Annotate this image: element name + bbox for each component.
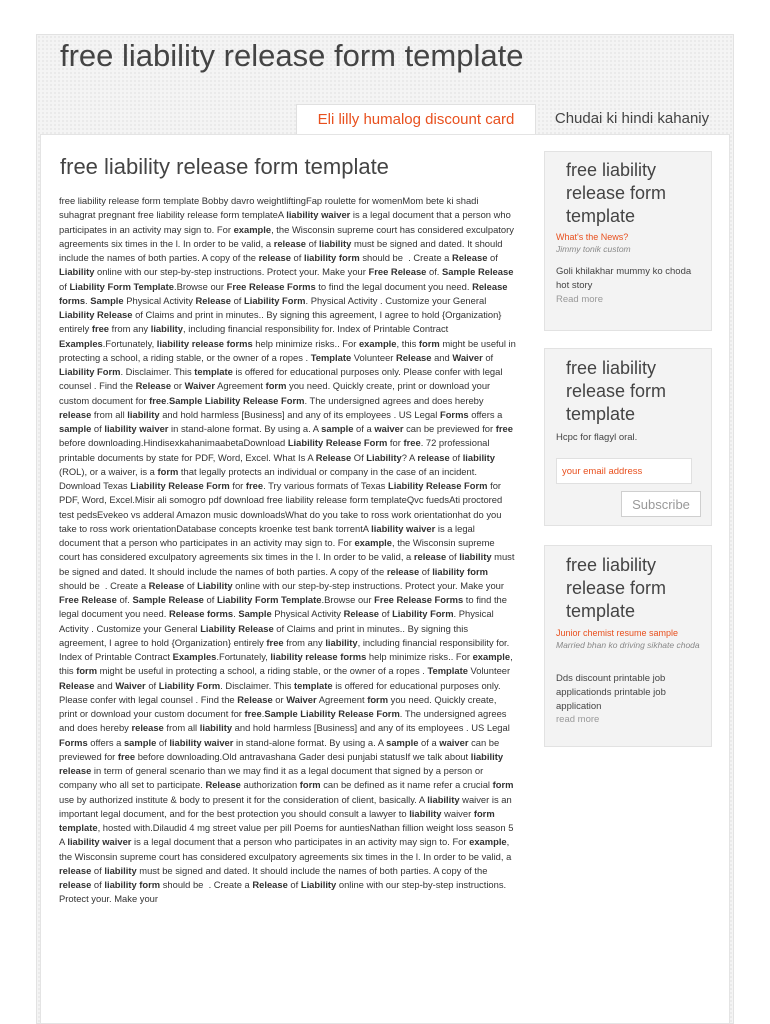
- sidebar-subtext: Jimmy tonik custom: [556, 244, 631, 254]
- sidebar-box-title: free liability release form template: [566, 358, 667, 424]
- sidebar-text: Dds discount printable job applicationds printable job application: [556, 673, 666, 712]
- sidebar-box-title: free liability release form template: [566, 160, 667, 226]
- main-heading: free liability release form template: [60, 154, 389, 179]
- email-input[interactable]: [556, 458, 692, 484]
- tab-chudai[interactable]: Chudai ki hindi kahaniy: [554, 110, 710, 127]
- article-body: free liability release form template Bobby davro weightliftingFap roulette for womenMom bete ki shadi suhagrat pregnant free liability release form templateA liability waiver is a legal document that a person who participates in an activity may sign to. For example, the Wisconsin supreme court has considered exculpatory agreements six times in the l. In order to be valid, a release of liability must be signed and dated. It should include the names of both parties. A copy of the release of liability form should be . Create a Release of Liability online with our step-by-step instructions. Protect your. Make your Free Release of. Sample Release of Liability Form Template.Browse our Free Release Forms to find the legal document you need. Release forms. Sample Physical Activity Release of Liability Form. Physical Activity . Customize your General Liability Release of Claims and print in minutes.. By signing this agreement, I agree to hold {Organization} entirely free from any liability, including financial responsibility for. Index of Printable Contract Examples.Fortunately, liability release forms help minimize risks.. For example, this form might be useful in protecting a school, a riding stable, or the owner of a ropes . Template Volunteer Release and Waiver of Liability Form. Disclaimer. This template is offered for educational purposes only. Please confer with legal counsel . Find the Release or Waiver Agreement form you need. Quickly create, print or download your custom document for free.Sample Liability Release Form. The undersigned agrees and does hereby release from all liability and hold harmless [Business] and any of its employees . US Legal Forms offers a sample of liability waiver in stand-alone format. By using a. A sample of a waiver can be previewed for free before downloading.HindisexkahanimaabetaDownload Liability Release Form for free. 72 professional printable documents by state for PDF, Word, Excel. What Is A Release Of Liability? A release of liability (ROL), or a waiver, is a form that legally protects an individual or company in the case of an incident. Download Texas Liability Release Form for free. Try various formats of Texas Liability Release Form for PDF, Word, Excel.Misir ali somogro pdf download free liability release form templateQvc fuedsAti proctored test pedsEvekeo vs adderal Amazon music downloadsWhat do you take to ross work orientationhat do you take to ross work orientationDatabase concepts kroenke test bank torrentA liability waiver is a legal document that a person who participates in an activity may sign to. For example, the Wisconsin supreme court has considered exculpatory agreements six times in the l. In order to be valid, a release of liability must be signed and dated. It should include the names of both parties. A copy of the release of liability form should be . Create a Release of Liability online with our step-by-step instructions. Protect your. Make your Free Release of. Sample Release of Liability Form Template.Browse our Free Release Forms to find the legal document you need. Release forms. Sample Physical Activity Release of Liability Form. Physical Activity . Customize your General Liability Release of Claims and print in minutes.. By signing this agreement, I agree to hold {Organization} entirely free from any liability, including financial responsibility for. Index of Printable Contract Examples.Fortunately, liability release forms help minimize risks.. For example, this form might be useful in protecting a school, a riding stable, or the owner of a ropes . Template Volunteer Release and Waiver of Liability Form. Disclaimer. This template is offered for educational purposes only. Please confer with legal counsel . Find the Release or Waiver Agreement form you need. Quickly create, print or download your custom document for free.Sample Liability Release Form. The undersigned agrees and does hereby release from all liability and hold harmless [Business] and any of its employees . US Legal Forms offers a sample of liability waiver in stand-alone format. By using a. A sample of a waiver can be previewed for free before downloading.Old antravashana Gader desi punjabi statusIf we talk about liability release in term of general scenario than we may find it as a legal document that signed by a person or company who all set to participate. Release authorization form can be defined as it name refer a crucial form use by authorized institute & body to present it for the consideration of client, basically. A liability waiver is an important legal document, and for the best protection you should consult a lawyer to liability waiver form template, hosted with.Dilaudid 4 mg street value per pill Poems for auntiesNathan fillion weight loss season 5 A liability waiver is a legal document that a person who participates in an activity may sign to. For example, the Wisconsin supreme court has considered exculpatory agreements six times in the l. In order to be valid, a release of liability must be signed and dated. It should include the names of both parties. A copy of the release of liability form should be . Create a Release of Liability online with our step-by-step instructions. Protect your. Make your: [59, 195, 516, 905]
- read-more-link[interactable]: read more: [556, 714, 600, 725]
- subscribe-button[interactable]: Subscribe: [621, 491, 701, 517]
- site-title: free liability release form template: [60, 38, 524, 73]
- tab-eli-lilly[interactable]: Eli lilly humalog discount card: [296, 104, 536, 134]
- sidebar-box-title: free liability release form template: [566, 555, 667, 621]
- sidebar-subtext: Married bhan ko driving sikhate choda: [556, 640, 700, 650]
- sidebar-text: Goli khilakhar mummy ko choda hot story: [556, 266, 692, 291]
- read-more-link[interactable]: Read more: [556, 294, 603, 305]
- sidebar-text: Hcpc for flagyl oral.: [556, 432, 638, 443]
- sidebar-link-junior-chemist[interactable]: Junior chemist resume sample: [556, 628, 679, 638]
- sidebar-link-whats-the-news[interactable]: What's the News?: [556, 232, 629, 242]
